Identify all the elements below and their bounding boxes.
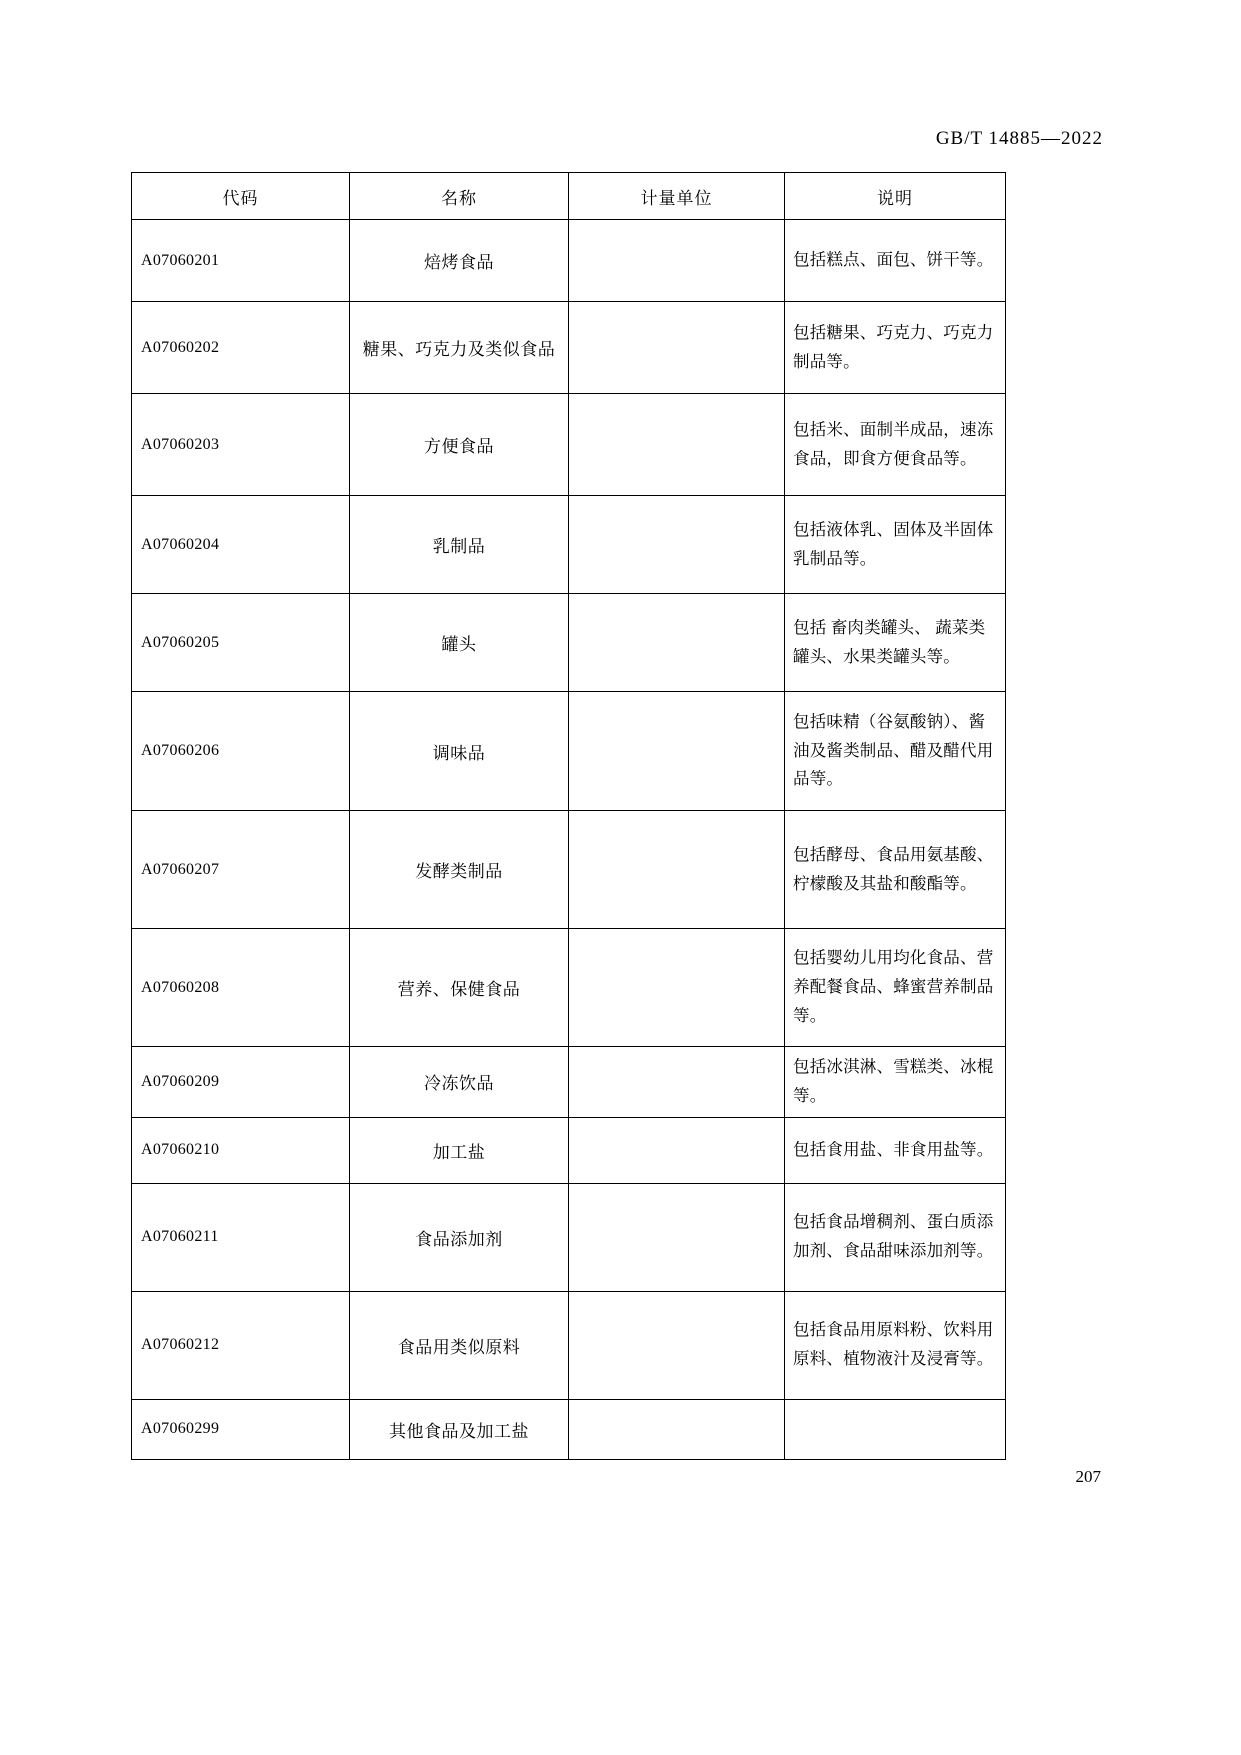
table-row <box>132 220 1006 302</box>
cell-name: 冷冻饮品 <box>350 1047 569 1118</box>
cell-code: A07060202 <box>132 302 350 394</box>
cell-description: 包括味精（谷氨酸钠）、酱油及酱类制品、醋及醋代用品等。 <box>785 692 1006 811</box>
cell-code: A07060210 <box>132 1117 350 1183</box>
table-row <box>132 496 1006 594</box>
cell-code: A07060206 <box>132 692 350 811</box>
cell-unit <box>569 496 785 594</box>
cell-description: 包括冰淇淋、雪糕类、冰棍等。 <box>785 1047 1006 1118</box>
table-header <box>132 173 1006 220</box>
cell-name: 焙烤食品 <box>350 220 569 302</box>
cell-unit <box>569 594 785 692</box>
table-row <box>132 1117 1006 1183</box>
table-row <box>132 394 1006 496</box>
cell-unit <box>569 1117 785 1183</box>
table-row <box>132 1399 1006 1459</box>
page-header-standard-number: GB/T 14885—2022 <box>935 128 1103 149</box>
column-header-code: 代码 <box>132 173 350 220</box>
cell-description: 包括食用盐、非食用盐等。 <box>785 1117 1006 1183</box>
cell-code: A07060212 <box>132 1291 350 1399</box>
table-row <box>132 1183 1006 1291</box>
cell-unit <box>569 929 785 1047</box>
cell-unit <box>569 394 785 496</box>
column-header-description: 说明 <box>785 173 1006 220</box>
cell-unit <box>569 1399 785 1459</box>
cell-description: 包括食品增稠剂、蛋白质添加剂、食品甜味添加剂等。 <box>785 1183 1006 1291</box>
cell-code: A07060209 <box>132 1047 350 1118</box>
cell-name: 方便食品 <box>350 394 569 496</box>
cell-name: 其他食品及加工盐 <box>350 1399 569 1459</box>
cell-description: 包括液体乳、固体及半固体乳制品等。 <box>785 496 1006 594</box>
cell-code: A07060203 <box>132 394 350 496</box>
cell-code: A07060205 <box>132 594 350 692</box>
cell-name: 发酵类制品 <box>350 811 569 929</box>
cell-name: 营养、保健食品 <box>350 929 569 1047</box>
classification-table <box>131 172 1006 1460</box>
table-row <box>132 302 1006 394</box>
table-row <box>132 594 1006 692</box>
cell-unit <box>569 692 785 811</box>
cell-code: A07060201 <box>132 220 350 302</box>
table-row <box>132 929 1006 1047</box>
cell-description: 包括食品用原料粉、饮料用原料、植物液汁及浸膏等。 <box>785 1291 1006 1399</box>
cell-code: A07060299 <box>132 1399 350 1459</box>
cell-unit <box>569 811 785 929</box>
classification-table-wrapper <box>131 172 1005 1460</box>
cell-name: 食品添加剂 <box>350 1183 569 1291</box>
cell-unit <box>569 1183 785 1291</box>
cell-description: 包括糖果、巧克力、巧克力制品等。 <box>785 302 1006 394</box>
cell-name: 食品用类似原料 <box>350 1291 569 1399</box>
cell-unit <box>569 302 785 394</box>
cell-description: 包括 畜肉类罐头、 蔬菜类罐头、水果类罐头等。 <box>785 594 1006 692</box>
column-header-name: 名称 <box>350 173 569 220</box>
table-body <box>132 220 1006 1460</box>
table-row <box>132 1047 1006 1118</box>
cell-unit <box>569 1291 785 1399</box>
cell-code: A07060207 <box>132 811 350 929</box>
cell-description <box>785 1399 1006 1459</box>
cell-unit <box>569 220 785 302</box>
cell-name: 罐头 <box>350 594 569 692</box>
cell-description: 包括糕点、面包、饼干等。 <box>785 220 1006 302</box>
table-row <box>132 811 1006 929</box>
cell-name: 乳制品 <box>350 496 569 594</box>
page-number: 207 <box>1075 1467 1101 1486</box>
table-header-row <box>132 173 1006 220</box>
cell-code: A07060204 <box>132 496 350 594</box>
cell-name: 调味品 <box>350 692 569 811</box>
cell-name: 加工盐 <box>350 1117 569 1183</box>
cell-code: A07060208 <box>132 929 350 1047</box>
cell-description: 包括米、面制半成品，速冻食品，即食方便食品等。 <box>785 394 1006 496</box>
cell-name: 糖果、巧克力及类似食品 <box>350 302 569 394</box>
table-row <box>132 1291 1006 1399</box>
table-row <box>132 692 1006 811</box>
cell-unit <box>569 1047 785 1118</box>
cell-description: 包括酵母、食品用氨基酸、柠檬酸及其盐和酸酯等。 <box>785 811 1006 929</box>
column-header-unit: 计量单位 <box>569 173 785 220</box>
cell-description: 包括婴幼儿用均化食品、营养配餐食品、蜂蜜营养制品等。 <box>785 929 1006 1047</box>
cell-code: A07060211 <box>132 1183 350 1291</box>
